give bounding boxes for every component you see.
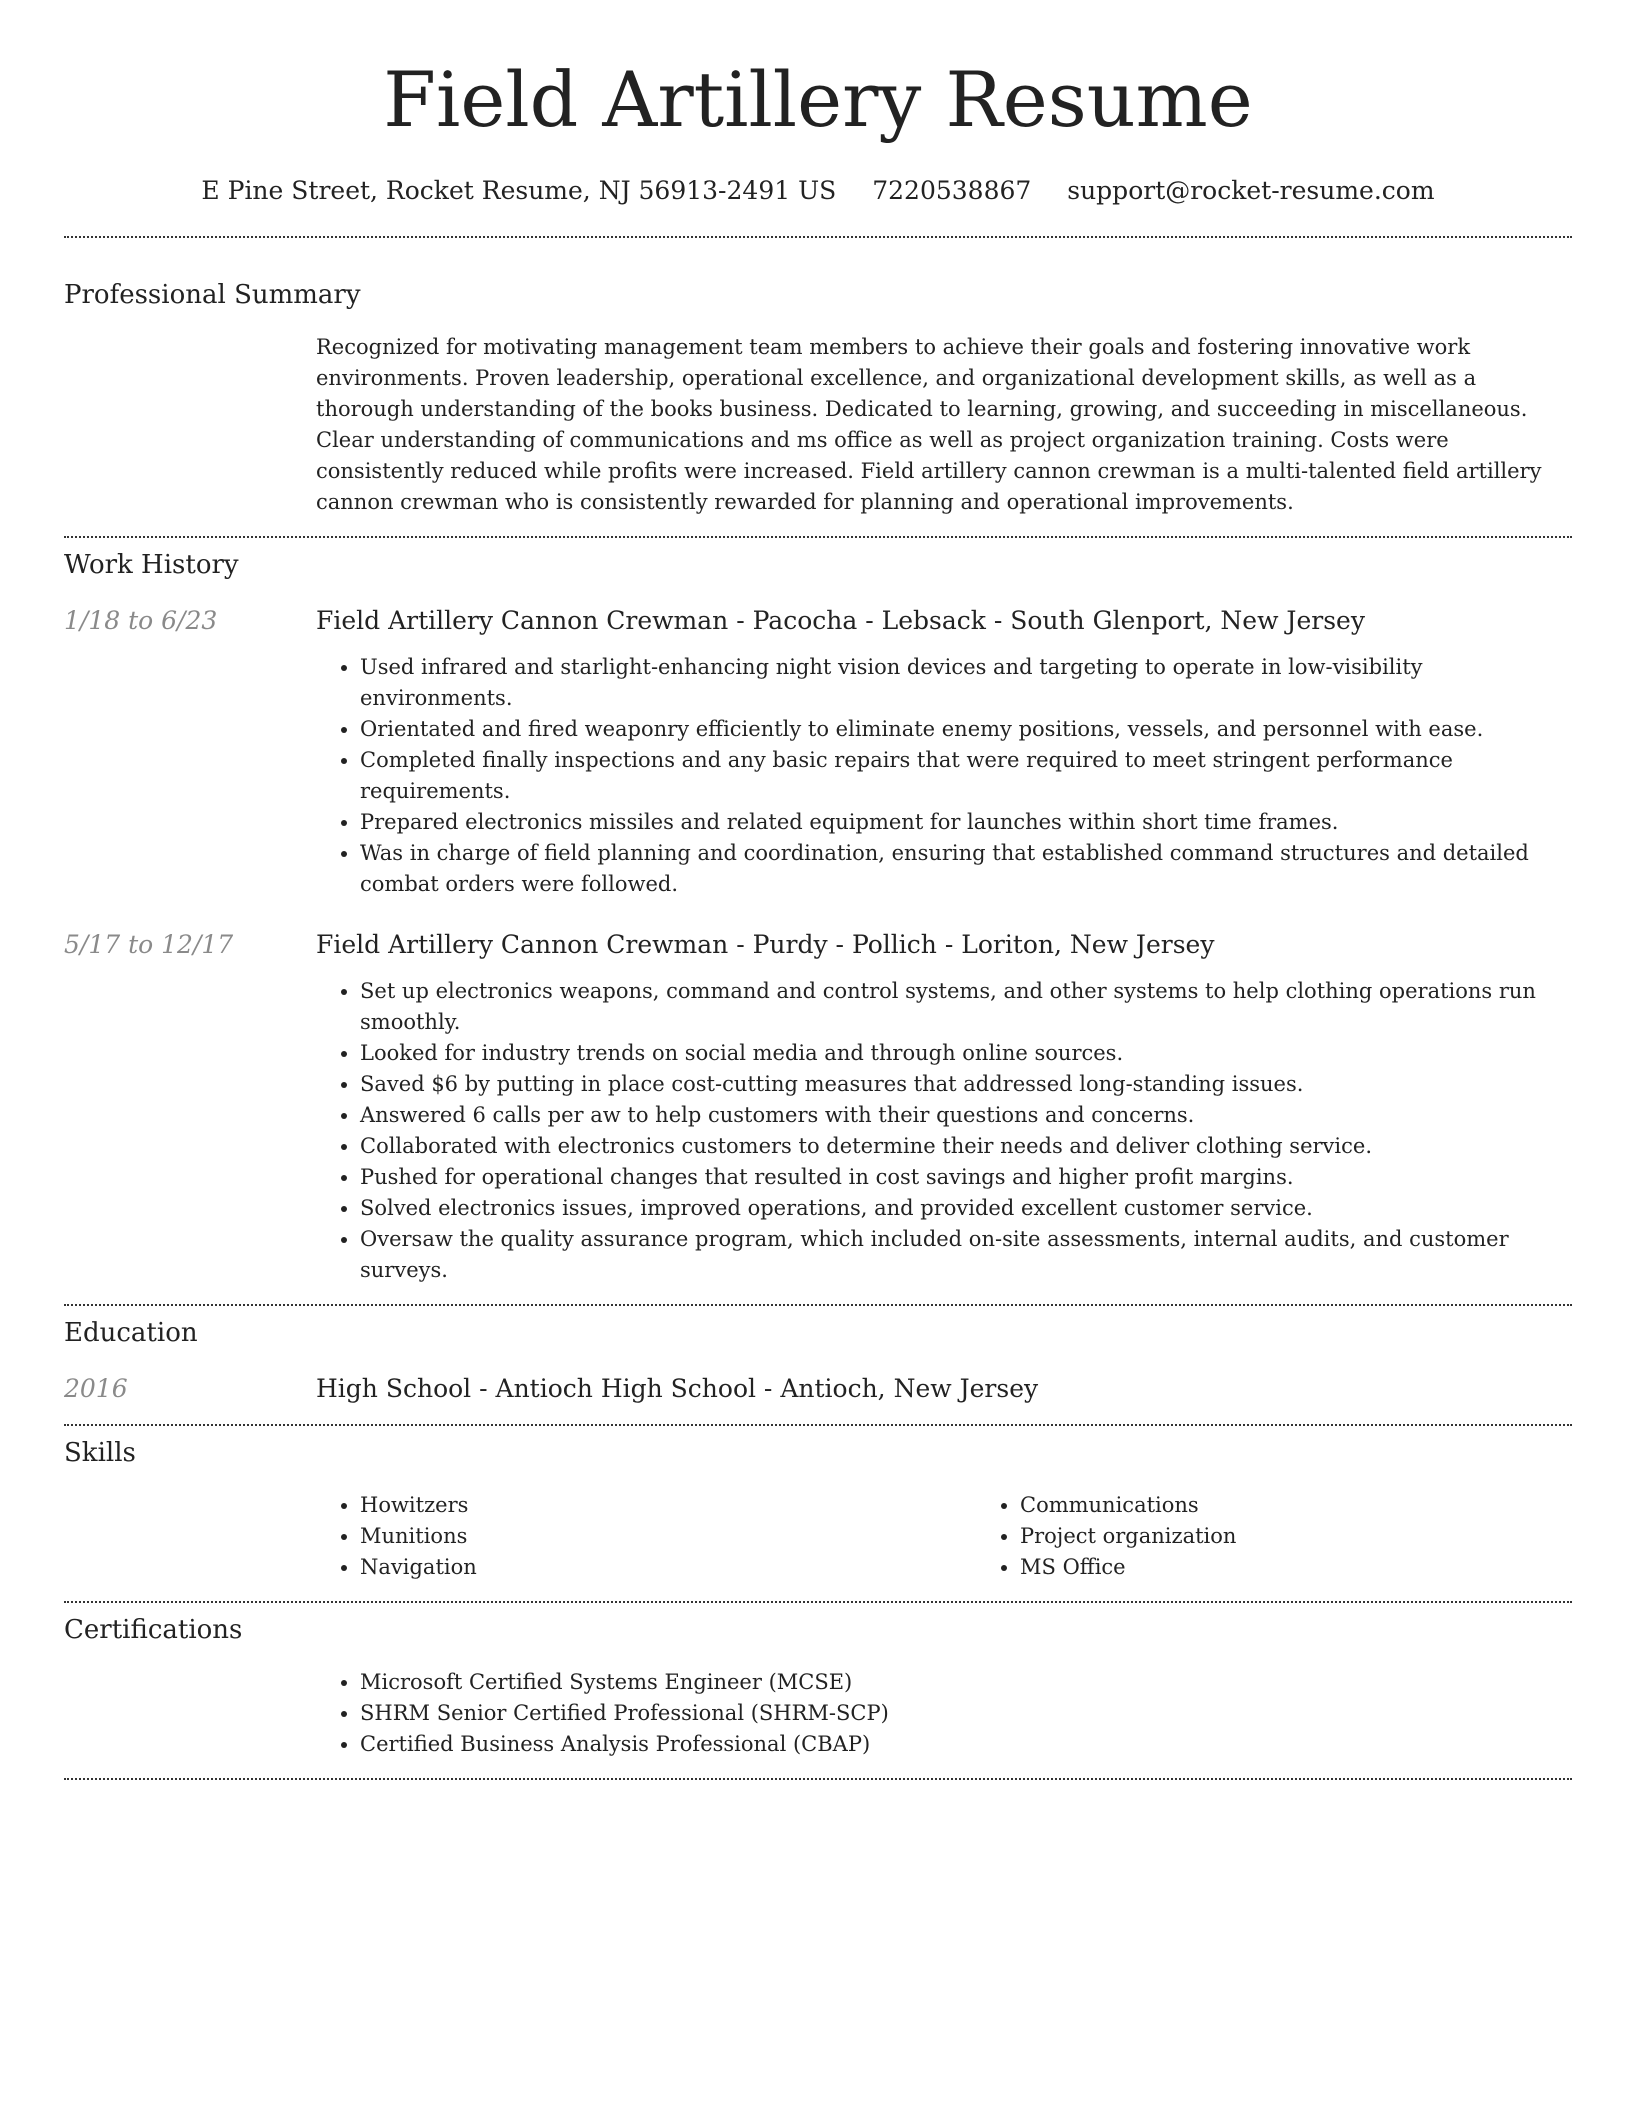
contact-line (64, 174, 1572, 208)
divider (64, 1304, 1572, 1306)
resume-title: Field Artillery Resume (383, 55, 1253, 144)
list-item: • Saved $6 by putting in place cost-cutting measures that addressed long-standing issues. (360, 1069, 1572, 1100)
divider (64, 1601, 1572, 1603)
divider (64, 1424, 1572, 1426)
contact-phone: 7220538867 (872, 176, 1032, 205)
list-item: • Oversaw the quality assurance program, which included on-site assessments, internal audits, and customer surveys. (360, 1224, 1572, 1286)
list-item: • Set up electronics weapons, command and control systems, and other systems to help clothing operations run smoothly. (360, 976, 1572, 1038)
job-bullets (316, 652, 1572, 900)
divider (64, 1778, 1572, 1780)
education-date: 2016 (64, 1374, 128, 1403)
section-title-summary: Professional Summary (64, 280, 361, 310)
education-content (316, 1372, 1572, 1406)
list-item: • Project organization (1020, 1521, 1632, 1552)
job-bullets (316, 976, 1572, 1286)
list-item: • MS Office (1020, 1552, 1632, 1583)
divider (64, 536, 1572, 538)
education-text: High School - Antioch High School - Antioch, New Jersey (316, 1374, 1039, 1403)
skills-content (316, 1490, 1632, 1583)
list-item: • Orientated and fired weaponry efficiently to eliminate enemy positions, vessels, and personnel with ease. (360, 714, 1572, 745)
list-item: • Certified Business Analysis Professional (CBAP) (360, 1729, 1572, 1760)
job-content (316, 928, 1572, 1286)
certifications-list (316, 1667, 1572, 1760)
list-item: • Collaborated with electronics customers to determine their needs and deliver clothing service. (360, 1131, 1572, 1162)
divider (64, 236, 1572, 238)
summary-content (316, 332, 1572, 518)
skills-list-right (976, 1490, 1632, 1583)
summary-text: Recognized for motivating management team members to achieve their goals and fostering innovative work environments. Proven leadership, operational excellence, and organizational development skills, as well as a thorough understanding of the books business. Dedicated to learning, growing, and succeeding in miscellaneous. Clear understanding of communications and ms office as well as project organization training. Costs were consistently reduced while profits were increased. Field artillery cannon crewman is a multi-talented field artillery cannon crewman who is consistently rewarded for planning and operational improvements. (316, 335, 1542, 514)
list-item: • Looked for industry trends on social media and through online sources. (360, 1038, 1572, 1069)
list-item: • Munitions (360, 1521, 976, 1552)
list-item: • Microsoft Certified Systems Engineer (MCSE) (360, 1667, 1572, 1698)
list-item: • Solved electronics issues, improved operations, and provided excellent customer service. (360, 1193, 1572, 1224)
list-item: • Communications (1020, 1490, 1632, 1521)
skills-list-left (316, 1490, 976, 1583)
resume-page (64, 0, 1572, 1780)
job-title: Field Artillery Cannon Crewman - Purdy - Pollich - Loriton, New Jersey (316, 930, 1215, 959)
skills-grid (316, 1490, 1632, 1583)
job-content (316, 604, 1572, 900)
list-item: • Pushed for operational changes that resulted in cost savings and higher profit margins. (360, 1162, 1572, 1193)
job-entry (64, 928, 1572, 1286)
section-title-work: Work History (64, 550, 239, 580)
contact-email: support@rocket-resume.com (1067, 176, 1435, 205)
list-item: • Was in charge of field planning and coordination, ensuring that established command structures and detailed combat orders were followed. (360, 838, 1572, 900)
skills-row (64, 1490, 1572, 1583)
education-entry (64, 1372, 1572, 1406)
job-title: Field Artillery Cannon Crewman - Pacocha - Lebsack - South Glenport, New Jersey (316, 606, 1365, 635)
list-item: • Howitzers (360, 1490, 976, 1521)
section-title-skills: Skills (64, 1438, 136, 1468)
list-item: • SHRM Senior Certified Professional (SHRM-SCP) (360, 1698, 1572, 1729)
list-item: • Prepared electronics missiles and related equipment for launches within short time frames. (360, 807, 1572, 838)
section-title-certifications: Certifications (64, 1615, 243, 1645)
list-item: • Completed finally inspections and any basic repairs that were required to meet stringent performance requirements. (360, 745, 1572, 807)
job-entry (64, 604, 1572, 900)
job-dates: 1/18 to 6/23 (64, 606, 218, 635)
summary-row (64, 332, 1572, 518)
certifications-content (316, 1667, 1572, 1760)
contact-address: E Pine Street, Rocket Resume, NJ 56913-2491 US (201, 176, 837, 205)
list-item: • Used infrared and starlight-enhancing night vision devices and targeting to operate in low-visibility environments. (360, 652, 1572, 714)
section-title-education: Education (64, 1318, 198, 1348)
list-item: • Navigation (360, 1552, 976, 1583)
list-item: • Answered 6 calls per aw to help customers with their questions and concerns. (360, 1100, 1572, 1131)
job-dates: 5/17 to 12/17 (64, 930, 234, 959)
certifications-row (64, 1667, 1572, 1760)
